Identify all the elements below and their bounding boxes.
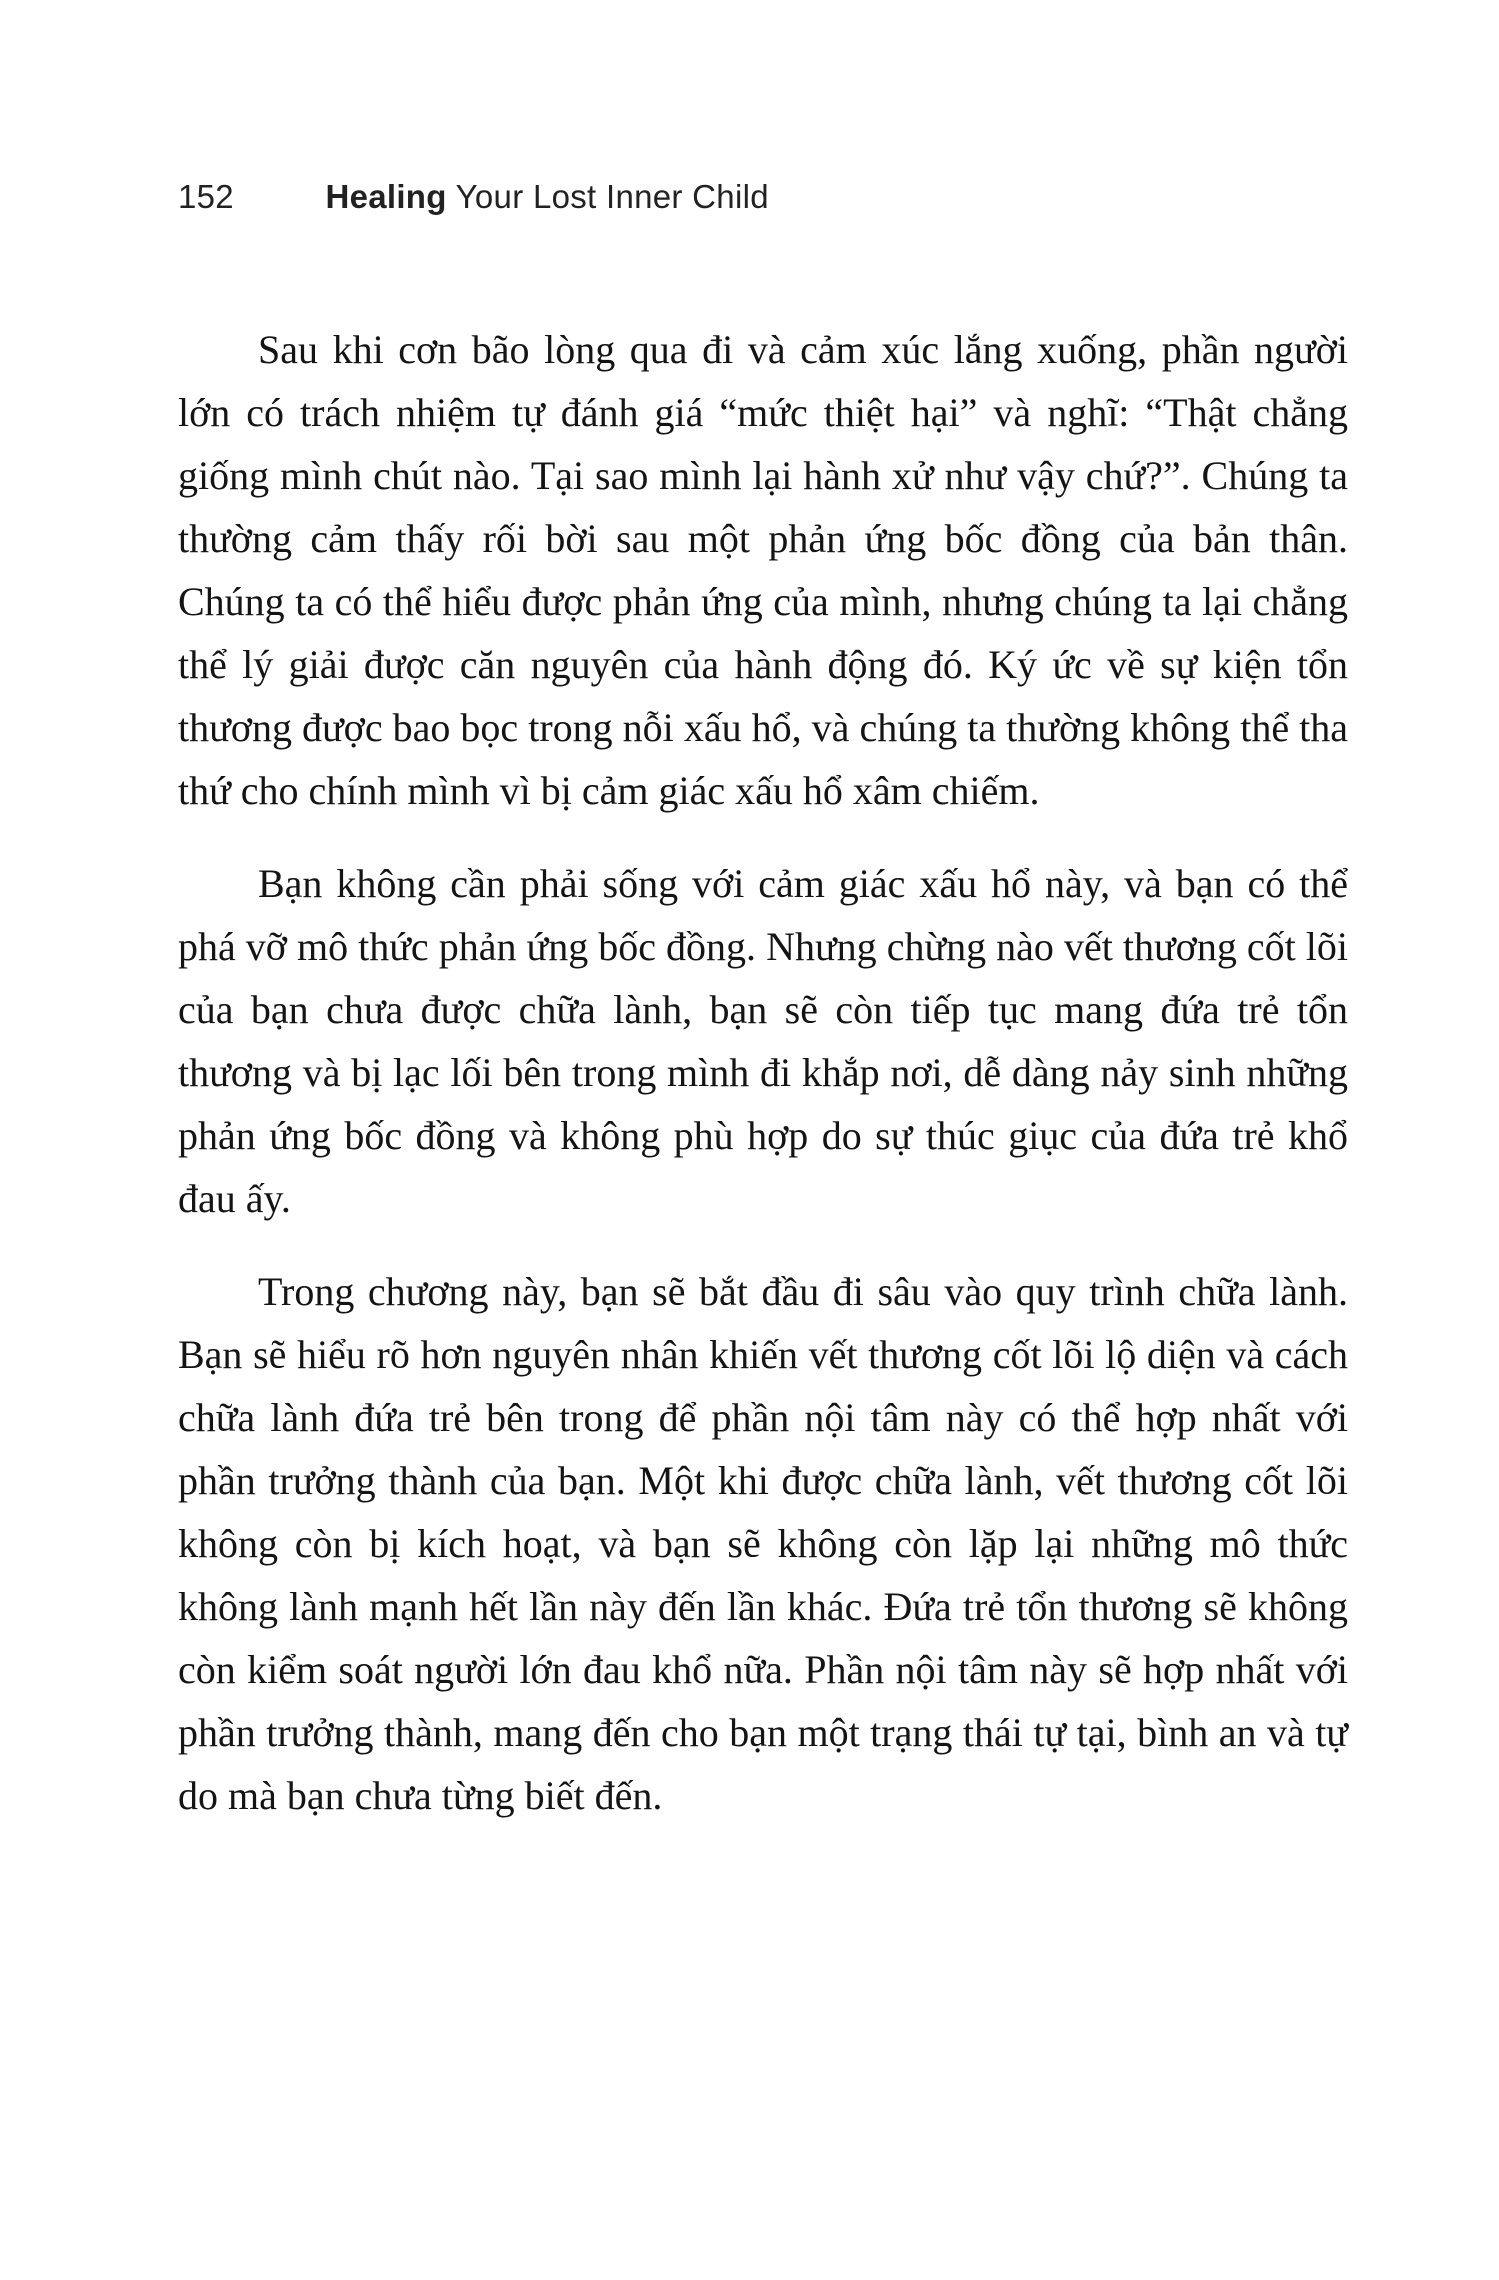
running-title-rest: Your Lost Inner Child	[446, 178, 769, 215]
paragraph-2: Bạn không cần phải sống với cảm giác xấu hổ này, và bạn có thể phá vỡ mô thức phản ứng bốc đồng. Nhưng chừng nào vết thương cốt lõi của bạn chưa được chữa lành, bạn sẽ còn tiếp tục mang đứa trẻ tổn thương và bị lạc lối bên trong mình đi khắp nơi, dễ dàng nảy sinh những phản ứng bốc đồng và không phù hợp do sự thúc giục của đứa trẻ khổ đau ấy.	[178, 861, 1348, 1221]
page-header	[178, 178, 769, 216]
paragraph-1: Sau khi cơn bão lòng qua đi và cảm xúc lắng xuống, phần người lớn có trách nhiệm tự đánh giá “mức thiệt hại” và nghĩ: “Thật chẳng giống mình chút nào. Tại sao mình lại hành xử như vậy chứ?”. Chúng ta thường cảm thấy rối bời sau một phản ứng bốc đồng của bản thân. Chúng ta có thể hiểu được phản ứng của mình, nhưng chúng ta lại chẳng thể lý giải được căn nguyên của hành động đó. Ký ức về sự kiện tổn thương được bao bọc trong nỗi xấu hổ, và chúng ta thường không thể tha thứ cho chính mình vì bị cảm giác xấu hổ xâm chiếm.	[178, 327, 1348, 813]
page-body	[178, 318, 1348, 1827]
paragraph-3: Trong chương này, bạn sẽ bắt đầu đi sâu vào quy trình chữa lành. Bạn sẽ hiểu rõ hơn nguyên nhân khiến vết thương cốt lõi lộ diện và cách chữa lành đứa trẻ bên trong để phần nội tâm này có thể hợp nhất với phần trưởng thành của bạn. Một khi được chữa lành, vết thương cốt lõi không còn bị kích hoạt, và bạn sẽ không còn lặp lại những mô thức không lành mạnh hết lần này đến lần khác. Đứa trẻ tổn thương sẽ không còn kiểm soát người lớn đau khổ nữa. Phần nội tâm này sẽ hợp nhất với phần trưởng thành, mang đến cho bạn một trạng thái tự tại, bình an và tự do mà bạn chưa từng biết đến.	[178, 1269, 1348, 1818]
page-number: 152	[178, 178, 234, 215]
running-title	[325, 178, 768, 215]
running-title-bold: Healing	[325, 178, 447, 215]
